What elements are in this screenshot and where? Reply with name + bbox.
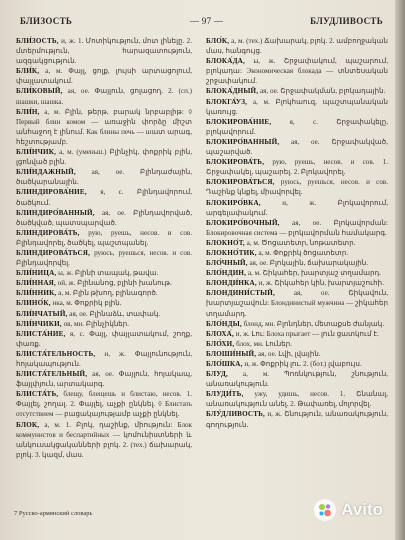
entry-headword: БЛОХА́, <box>206 329 234 338</box>
entry-headword: БЛОКИРО́ВКА, <box>206 198 261 207</box>
entry-headword: БЛИ́Н, <box>16 107 40 116</box>
entry-headword: БЛОКИРОВА́НИЕ, <box>206 117 272 126</box>
entry-headword: БЛУДИ́ТЬ, <box>206 390 244 399</box>
dictionary-entry <box>206 339 388 349</box>
entry-headword: БЛИСТА́ТЕЛЬНЫЙ, <box>16 370 88 379</box>
entry-headword: БЛО́ШКА, <box>206 360 243 368</box>
dictionary-entry <box>206 278 388 288</box>
entry-definition: ая, ое. Լվի, լվային. <box>256 349 321 358</box>
entry-definition: а, м. Շիկահեր, խարտյաշ տղամարդ. <box>246 269 382 278</box>
entry-definition: нка, м. Փոքրիկ բլին. <box>50 299 122 308</box>
dictionary-entry <box>206 177 388 197</box>
entry-definition: я, с. Շրջափակելը, բլոկավորում. <box>206 117 388 136</box>
dictionary-entry <box>16 420 192 460</box>
entry-headword: БЛУ́ДЛИВОСТЬ, <box>206 410 266 419</box>
entry-definition: ая, ое. Բլինաձև, տափակ. <box>67 309 161 318</box>
entry-definition: а, м. Բլին, թերթ, բարակ նրբաբլիթ: ◊ Первый блин комом — առաջին փորձը միշտ անհաջող է լինում. Как блины печь — шատ արագ, հեշտությամբ. <box>16 107 192 146</box>
dictionary-entry <box>206 198 388 218</box>
entry-definition: и, ж. Շիկահեր կին, խարտյաշուհի. <box>256 279 384 288</box>
entry-headword: БЛОНДИ́НКА, <box>206 279 257 288</box>
entry-headword: БЛОКА́ДА, <box>206 57 245 66</box>
entry-headword: БЛО́К, <box>206 37 230 45</box>
dictionary-entry <box>16 107 192 147</box>
dictionary-entry <box>206 137 388 157</box>
entry-headword: БЛИ́НЧИК, <box>16 148 57 157</box>
entry-definition: ы, ж. Բլինի տապակ, թավա. <box>56 269 159 278</box>
entry-headword: БЛИ́НДАЖНЫЙ, <box>16 168 76 177</box>
entry-definition: ая, ое. Շրջափակված, պաշարված. <box>206 137 388 157</box>
entry-definition: а, м. Փոքրիկ ծոցատետր. <box>256 248 349 257</box>
page-number: — 97 — <box>190 16 224 26</box>
dictionary-entry <box>206 359 388 369</box>
entry-definition: ая, ое. Շիկավուն, խարտյաշավուն: Блондинистый мужчина — շիկահեր տղամարդ. <box>206 289 388 318</box>
page-header <box>0 14 405 30</box>
entry-definition: руюсь, руешься, несов. и сов. Դաշինք կնքել, միավորվել. <box>206 178 388 197</box>
entry-definition: и, ж. Բլոկավորում, արգելափակում. <box>206 198 388 217</box>
entry-headword: БЛУД, <box>206 370 228 379</box>
entry-definition: и, ж. Փայլունություն, հոյակապություն. <box>16 349 192 368</box>
dictionary-entry <box>16 147 192 167</box>
entry-headword: БЛИНДИРО́ВАННЫЙ, <box>16 208 95 217</box>
entry-definition: и, ж. Լու: Блоха прыгает — լուն ցատկում է. <box>233 329 379 338</box>
entry-definition: ая, ое. Փայլուն, հոյակապ, ֆայլփյուն, արտակարգ. <box>16 370 192 389</box>
entry-definition: а, м. Փայլ, ցոլք, լույսի արտացոլում, փայլատակում. <box>16 67 192 86</box>
header-right-guideword: БЛУДЛИВОСТЬ <box>310 16 383 26</box>
dictionary-entry <box>206 238 388 248</box>
entry-definition: ов, мн. Բլինչիկներ. <box>61 319 130 328</box>
dictionary-entry <box>206 157 388 177</box>
dictionary-entry <box>16 66 192 86</box>
dictionary-entry <box>16 187 192 207</box>
entry-definition: я, с. Բլինդավորում, ծածկում. <box>16 188 192 207</box>
entry-definition: а, м. Պոռնկություն, շնություն, անառակություն. <box>206 370 388 389</box>
entry-headword: БЛИ́К, <box>16 67 40 76</box>
entry-definition: ужу, удишь, несов. 1. Շնանալ, անառակություն անել. 2. Թափառել, մոլորվել. <box>206 390 388 409</box>
entry-definition: ая, ое. Բլոկավորման: Блокировочная система — բլոկավորման համակարգ. <box>206 218 388 237</box>
dictionary-entry <box>206 369 388 389</box>
dictionary-entry <box>206 117 388 137</box>
dictionary-entry <box>206 389 388 409</box>
entry-definition: ая, ое. Բլինդավորված, ծածկված, պատսպարված. <box>16 208 192 227</box>
dictionary-entry <box>206 319 388 329</box>
dictionary-entry <box>16 36 192 66</box>
footnote: 7 Русско-армянский словарь <box>14 510 93 517</box>
entry-definition: руюсь, руешься, несов. и сов. Բլինդավորվել. <box>16 248 192 268</box>
entry-headword: БЛИНДИРОВА́НИЕ, <box>16 188 87 197</box>
entry-definition: ая, ое. Շրջափակման, բլոկադային. <box>258 87 386 96</box>
dictionary-entry <box>16 309 192 319</box>
dictionary-entry <box>16 248 192 268</box>
entry-headword: БЛОКИРО́ВАННЫЙ, <box>206 137 280 146</box>
dictionary-entry <box>16 167 192 187</box>
watermark-text: Avito <box>341 500 383 519</box>
dictionary-entry <box>16 298 192 308</box>
entry-definition: и, ж. 1. Մոտիկություն, մոտ լինելը. 2. մտերմություն, հարազատություն, ազգակցություն. <box>16 37 192 66</box>
dictionary-entry <box>16 86 192 106</box>
entry-headword: БЛИ́ННИК, <box>16 289 57 298</box>
entry-definition: рую, руешь, несов. и сов. 1. Շրջափակել, պաշարել. 2. Բլոկավորել. <box>206 158 388 177</box>
entry-headword: БЛИ́НЧАТЫЙ, <box>16 309 68 318</box>
entry-definition: ая, ое. Բլինդաժային, ծածկարանային. <box>16 168 192 187</box>
dictionary-entry <box>16 329 192 349</box>
entry-headword: БЛИ́КОВЫЙ, <box>16 87 63 96</box>
left-column <box>16 36 192 501</box>
page-edge <box>395 0 405 540</box>
entry-headword: БЛОКИРОВА́ТЬСЯ, <box>206 178 275 187</box>
dictionary-entry <box>16 349 192 369</box>
entry-headword: БЛОКНО́ТИК, <box>206 248 257 257</box>
dictionary-entry <box>16 228 192 248</box>
dictionary-entry <box>16 389 192 419</box>
avito-watermark <box>314 498 383 522</box>
entry-headword: БЛОНДИНИ́СТЫЙ, <box>206 289 275 298</box>
dictionary-entry <box>206 86 388 96</box>
entry-headword: БЛИ́НИЦА, <box>16 269 57 278</box>
entry-headword: БЛОКИРО́ВОЧНЫЙ, <box>206 218 280 227</box>
entry-definition: ая, ое. Փայլուն, ցոլացող. 2. (сп.) шашки, шашка. <box>16 87 192 106</box>
dictionary-entry <box>16 208 192 228</box>
entry-headword: БЛИНО́К, <box>16 299 51 308</box>
entry-headword: БЛОКГА́УЗ, <box>206 97 248 106</box>
dictionary-entry <box>206 329 388 339</box>
entry-definition: ая, ое. Բլոկային, ճախարակային. <box>247 259 369 268</box>
dictionary-entry <box>206 258 388 268</box>
dictionary-entry <box>206 56 388 86</box>
entry-headword: БЛИСТА́НИЕ, <box>16 329 66 338</box>
dictionary-entry <box>16 319 192 329</box>
entry-definition: рую, руешь, несов. и сов. Բլինդավորել, ծածկել, պաշտպանել. <box>16 228 192 247</box>
dictionary-entry <box>16 278 192 288</box>
dictionary-entry <box>16 288 192 298</box>
entry-headword: БЛОКА́ДНЫЙ, <box>206 87 259 96</box>
entry-headword: БЛО́НДИН, <box>206 269 247 278</box>
entry-headword: БЛИСТА́ТЬ, <box>16 390 59 399</box>
entry-headword: БЛО́НДЫ, <box>206 319 242 328</box>
entry-headword: БЛОКИРОВА́ТЬ, <box>206 158 265 167</box>
right-column <box>206 36 388 501</box>
entry-definition: а, м. Բլին թխող, բլինագործ. <box>56 289 158 298</box>
entry-headword: БЛОШИ́НЫЙ, <box>206 349 257 358</box>
avito-logo-icon <box>314 499 336 521</box>
entry-headword: БЛИ́ННАЯ, <box>16 279 56 288</box>
dictionary-entry <box>206 248 388 258</box>
header-left-guideword: БЛИЗОСТЬ <box>20 16 73 26</box>
entry-definition: и, ж. Փոքրիկ լու. 2. (бот.) լվաբույս. <box>242 360 362 368</box>
dictionary-entry <box>206 36 388 56</box>
entry-definition: ы, ж. Շրջափակում, պաշարում, բլոկադա: Экономическая блокада — տնտեսական շրջափակում. <box>206 57 388 86</box>
entry-headword: БЛИ́НЧИКИ, <box>16 319 62 328</box>
entry-headword: БЛИНДИРОВА́ТЬСЯ, <box>16 248 91 257</box>
dictionary-entry <box>16 369 192 389</box>
entry-headword: БЛИСТА́ТЕЛЬНОСТЬ, <box>16 349 96 358</box>
entry-definition: а, м. (тех.) Ճախարակ, բլոկ. 2. ամբողջական մաս, հանգույց. <box>206 37 388 56</box>
dictionary-entry <box>206 218 388 238</box>
entry-definition: и, ж. Շնություն, անառակություն, գողություն. <box>206 410 388 429</box>
entry-definition: блещу, блещешь и блистаю, несов. 1. Փայլել, շողալ. 2. Փայլել, աչքի ընկնել. ◊ Блистать отсутствием — բացակայությամբ աչքի ընկնել. <box>16 390 192 419</box>
entry-headword: БЛО́ЧНЫЙ, <box>206 259 248 268</box>
entry-definition: а, м. Ծոցատետր, նոթատետր. <box>244 238 356 247</box>
dictionary-entry <box>206 349 388 359</box>
entry-headword: БЛОКНО́Т, <box>206 238 245 247</box>
entry-headword: БЛИНДИРОВА́ТЬ, <box>16 228 80 237</box>
entry-headword: БЛО́ХИ, <box>206 339 235 348</box>
entry-headword: БЛОК, <box>16 420 40 429</box>
entry-definition: а, м. 1. Բլոկ, դաշինք, միություն: Блок коммунистов и беспартийных — կոմունիստների և անկուսակցականների բլոկ. 2. (тех.) ճախարակ, բլոկ. 3. կազմ, մաս. <box>16 420 192 459</box>
entry-definition: блох, мн. Լուներ. <box>234 339 293 348</box>
dictionary-entry <box>206 97 388 117</box>
dictionary-entry <box>16 268 192 278</box>
entry-definition: блонд, мн. Բլոնդներ, մետաքսե ժանյակ. <box>241 319 385 328</box>
dictionary-entry <box>206 409 388 429</box>
entry-definition: а, м. (уменьш.) Բլինչիկ, փոքրիկ բլին, լցոնված բլին. <box>16 148 192 167</box>
entry-definition: ой, ж. Բլինանոց, բլինի խանութ. <box>55 279 172 288</box>
entry-definition: я, с. Փայլ, փայլատակում, շողք, փառք. <box>16 329 192 348</box>
dictionary-entry <box>206 268 388 278</box>
entry-definition: а, м. Բլոկհաուզ, պաշտպանական կառույց. <box>206 97 388 116</box>
entry-headword: БЛИ́ЗОСТЬ, <box>16 37 59 45</box>
dictionary-entry <box>206 288 388 318</box>
